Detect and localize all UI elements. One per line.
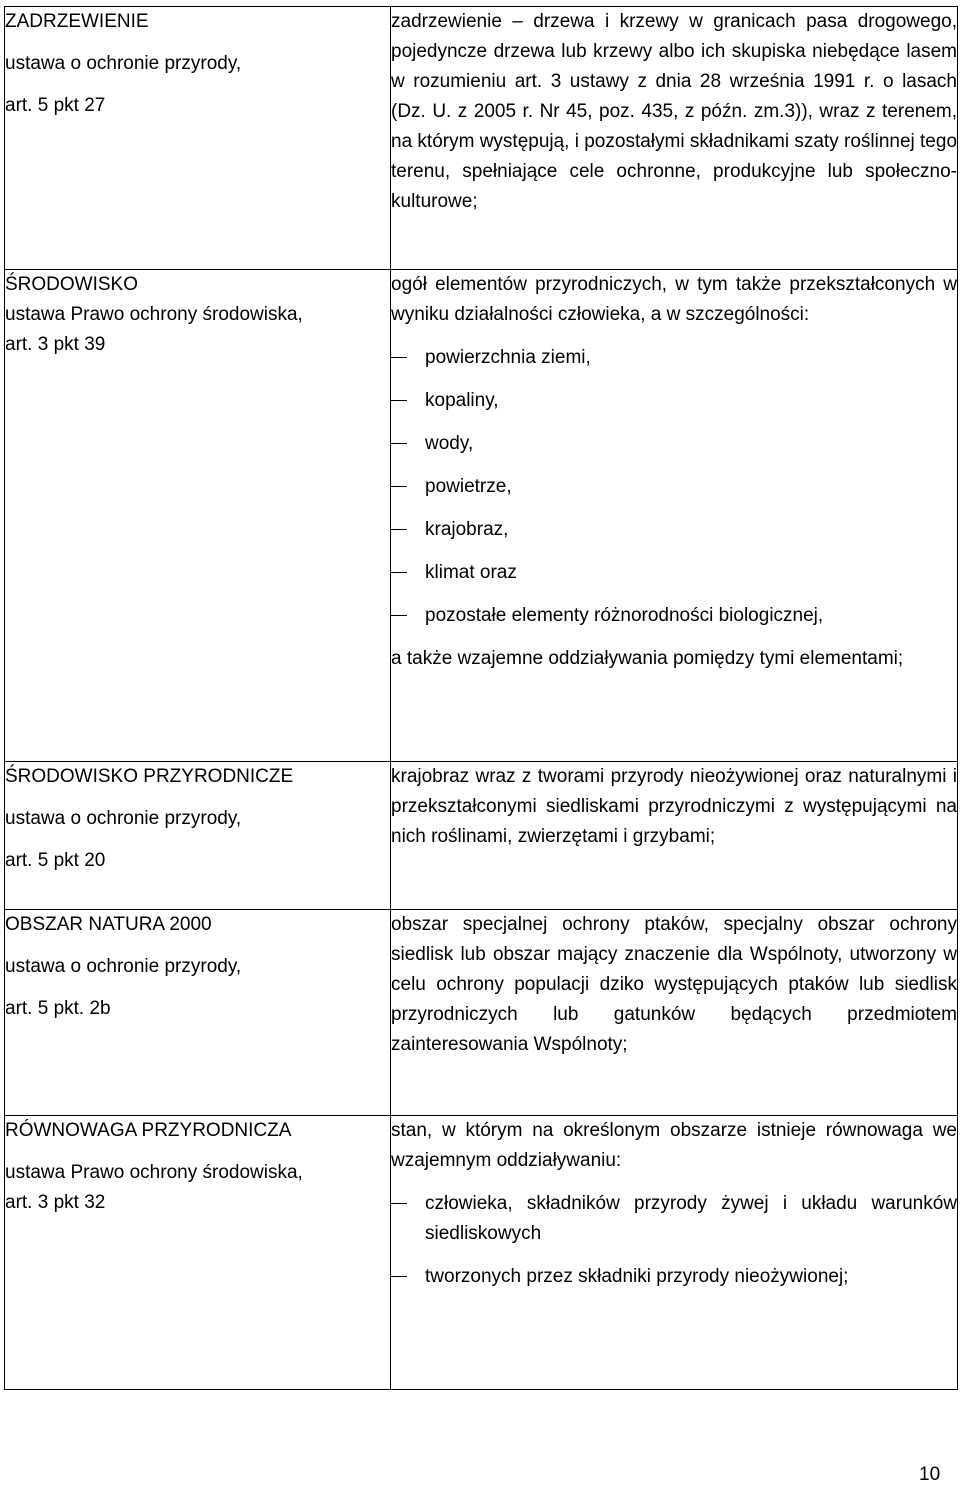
table-row	[5, 1116, 958, 1390]
dash-bullet	[391, 1276, 407, 1277]
source-article: art. 3 pkt 39	[5, 334, 106, 355]
source-act: ustawa o ochronie przyrody,	[5, 956, 242, 977]
source-article: art. 5 pkt 20	[5, 850, 106, 871]
source-article: art. 5 pkt 27	[5, 95, 106, 116]
definition-text: krajobraz wraz z tworami przyrody nieożywionej oraz naturalnymi i przekształconymi siedliskami przyrodniczymi z występującymi na nich roślinami, zwierzętami i grzybami;	[391, 766, 957, 847]
term-title: ŚRODOWISKO PRZYRODNICZE	[5, 766, 294, 787]
term-title: RÓWNOWAGA PRZYRODNICZA	[5, 1120, 292, 1141]
term-source	[5, 49, 390, 121]
definition-intro: ogół elementów przyrodniczych, w tym także przekształconych w wyniku działalności człowieka, a w szczególności:	[391, 274, 957, 325]
term-title: OBSZAR NATURA 2000	[5, 914, 212, 935]
source-act: ustawa Prawo ochrony środowiska,	[5, 1162, 303, 1183]
term-title: ZADRZEWIENIE	[5, 11, 149, 32]
definition-cell	[391, 270, 958, 762]
table-row	[5, 270, 958, 762]
dash-bullet	[391, 357, 407, 358]
definitions-table	[4, 6, 958, 1390]
definition-cell	[391, 910, 958, 1116]
source-act: ustawa o ochronie przyrody,	[5, 808, 242, 829]
table-row	[5, 762, 958, 910]
term-source	[5, 1158, 390, 1218]
element-list	[391, 343, 957, 631]
term-source	[5, 300, 390, 360]
list-item: tworzonych przez składniki przyrody nieożywionej;	[391, 1262, 957, 1292]
term-cell	[5, 910, 391, 1116]
definition-text: obszar specjalnej ochrony ptaków, specjalny obszar ochrony siedlisk lub obszar mający znaczenie dla Wspólnoty, utworzony w celu ochrony populacji dziko występujących ptaków lub siedlisk przyrodniczych lub gatunków będących przedmiotem zainteresowania Wspólnoty;	[391, 914, 957, 1055]
definition-cell	[391, 762, 958, 910]
table-row	[5, 7, 958, 270]
definition-text: zadrzewienie – drzewa i krzewy w granicach pasa drogowego, pojedyncze drzewa lub krzewy albo ich skupiska niebędące lasem w rozumieniu art. 3 ustawy z dnia 28 września 1991 r. o lasach (Dz. U. z 2005 r. Nr 45, poz. 435, z późn. zm.3)), wraz z terenem, na którym występują, i pozostałymi składnikami szaty roślinnej tego terenu, spełniające cele ochronne, produkcyjne lub społeczno-kulturowe;	[391, 11, 958, 212]
dash-bullet	[391, 443, 407, 444]
term-cell	[5, 762, 391, 910]
source-act: ustawa Prawo ochrony środowiska,	[5, 304, 303, 325]
definition-cell	[391, 7, 958, 270]
definition-outro: a także wzajemne oddziaływania pomiędzy tymi elementami;	[391, 648, 904, 669]
list-item: kopaliny,	[391, 386, 957, 416]
page-number: 10	[919, 1464, 941, 1485]
list-item: pozostałe elementy różnorodności biologicznej,	[391, 601, 957, 631]
source-article: art. 5 pkt. 2b	[5, 998, 111, 1019]
dash-bullet	[391, 1203, 407, 1204]
source-act: ustawa o ochronie przyrody,	[5, 53, 242, 74]
element-list	[391, 1189, 957, 1292]
dash-bullet	[391, 615, 407, 616]
term-cell	[5, 1116, 391, 1390]
term-title: ŚRODOWISKO	[5, 274, 139, 295]
source-article: art. 3 pkt 32	[5, 1192, 106, 1213]
definition-intro: stan, w którym na określonym obszarze istnieje równowaga we wzajemnym oddziaływaniu:	[391, 1120, 957, 1171]
table-row	[5, 910, 958, 1116]
list-item: klimat oraz	[391, 558, 957, 588]
definition-cell	[391, 1116, 958, 1390]
term-source	[5, 804, 390, 876]
term-source	[5, 952, 390, 1024]
dash-bullet	[391, 486, 407, 487]
list-item: człowieka, składników przyrody żywej i układu warunków siedliskowych	[391, 1189, 957, 1249]
list-item: powierzchnia ziemi,	[391, 343, 957, 373]
list-item: wody,	[391, 429, 957, 459]
list-item: powietrze,	[391, 472, 957, 502]
dash-bullet	[391, 400, 407, 401]
dash-bullet	[391, 572, 407, 573]
term-cell	[5, 270, 391, 762]
term-cell	[5, 7, 391, 270]
dash-bullet	[391, 529, 407, 530]
list-item: krajobraz,	[391, 515, 957, 545]
